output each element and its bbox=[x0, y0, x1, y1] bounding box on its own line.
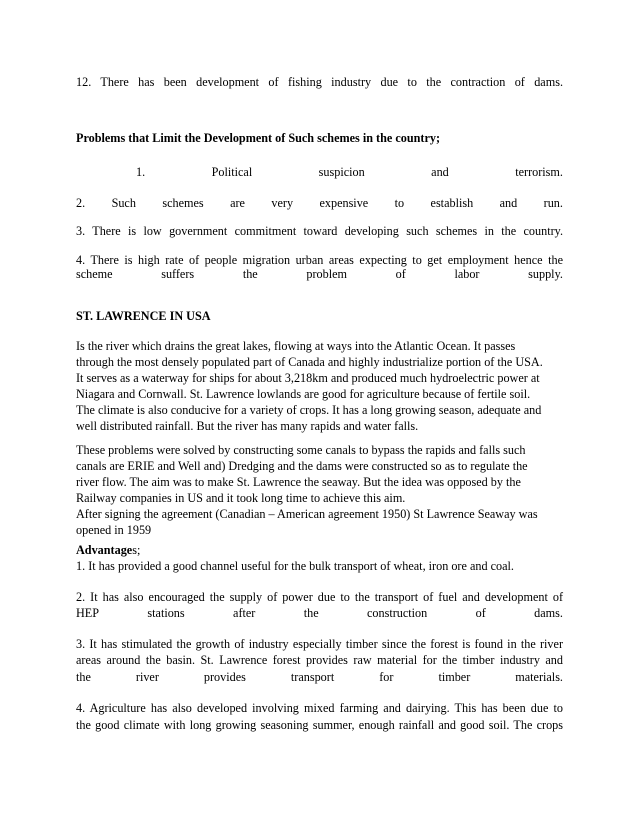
problem-1 bbox=[136, 164, 563, 180]
advantage-2-word: of bbox=[475, 606, 486, 620]
advantage-3-line-2: areas around the basin. St. Lawrence forest provides raw material for the timber industry and bbox=[76, 653, 563, 667]
item-12: 12. There has been development of fishing industry due to the contraction of dams. bbox=[76, 75, 563, 89]
paragraph-line: The climate is also conducive for a variety of crops. It has a long growing season, adequate and bbox=[76, 403, 542, 417]
stlawrence-heading: ST. LAWRENCE IN USA bbox=[76, 309, 211, 323]
advantage-4-line-2: the good climate with long growing seasoning summer, enough rainfall and good soil. The crops bbox=[76, 718, 563, 732]
problem-1-word: terrorism. bbox=[515, 165, 563, 179]
paragraph-line: well distributed rainfall. But the river has many rapids and water falls. bbox=[76, 419, 419, 433]
problems-heading: Problems that Limit the Development of Such schemes in the country; bbox=[76, 131, 441, 145]
problem-3: 3. There is low government commitment toward developing such schemes in the country. bbox=[76, 224, 563, 238]
advantage-2-word: the bbox=[303, 606, 319, 620]
advantage-1: 1. It has provided a good channel useful for the bulk transport of wheat, iron ore and coal. bbox=[76, 559, 514, 573]
problem-2-word: expensive bbox=[319, 196, 369, 210]
problem-2-word: and bbox=[499, 196, 518, 210]
advantage-2-line-2 bbox=[76, 605, 563, 621]
problem-4-word: labor bbox=[454, 267, 480, 281]
paragraph-line: Is the river which drains the great lakes, flowing at ways into the Atlantic Ocean. It passes bbox=[76, 339, 516, 353]
advantages-heading-bold: Advantage bbox=[76, 543, 133, 557]
advantage-2-word: construction bbox=[367, 606, 428, 620]
problem-4-line-2 bbox=[76, 266, 563, 282]
advantage-2-word: HEP bbox=[76, 606, 100, 620]
advantage-2-line-1: 2. It has also encouraged the supply of power due to the transport of fuel and development of bbox=[76, 590, 563, 604]
paragraph-line: After signing the agreement (Canadian – American agreement 1950) St Lawrence Seaway was bbox=[76, 507, 538, 521]
advantage-2-word: after bbox=[233, 606, 256, 620]
problem-1-word: Political bbox=[211, 165, 253, 179]
problem-4-word: of bbox=[395, 267, 406, 281]
advantage-4-line-1: 4. Agriculture has also developed involving mixed farming and dairying. This has been due to bbox=[76, 701, 563, 715]
paragraph-line: river flow. The aim was to make St. Lawrence the seaway. But the idea was opposed by the bbox=[76, 475, 521, 489]
advantage-3-word: the bbox=[76, 670, 91, 684]
paragraph-solutions bbox=[76, 442, 563, 538]
problem-2 bbox=[76, 195, 563, 211]
problem-4-word: problem bbox=[306, 267, 347, 281]
paragraph-line: canals are ERIE and Well and) Dredging and the dams were constructed so as to regulate the bbox=[76, 459, 528, 473]
problem-2-word: Such bbox=[111, 196, 136, 210]
paragraph-line: Railway companies in US and it took long time to achieve this aim. bbox=[76, 491, 406, 505]
advantage-3-word: river bbox=[135, 670, 159, 684]
paragraph-description bbox=[76, 338, 563, 434]
problem-1-word: 1. bbox=[136, 165, 146, 179]
paragraph-line: These problems were solved by constructing some canals to bypass the rapids and falls such bbox=[76, 443, 526, 457]
advantages-heading-suffix: s; bbox=[132, 543, 141, 557]
advantage-3-word: for bbox=[379, 670, 394, 684]
advantage-3-word: timber bbox=[438, 670, 471, 684]
advantage-3-line-1: 3. It has stimulated the growth of industry especially timber since the forest is found in the river bbox=[76, 637, 563, 651]
paragraph-line: Niagara and Cornwall. St. Lawrence lowlands are good for agriculture because of fertile soil. bbox=[76, 387, 531, 401]
problem-2-word: run. bbox=[543, 196, 563, 210]
paragraph-line: It serves as a waterway for ships for about 3,218km and produced much hydroelectric power at bbox=[76, 371, 540, 385]
advantage-3-word: provides bbox=[203, 670, 246, 684]
advantage-3-word: materials. bbox=[515, 670, 563, 684]
problem-4-word: scheme bbox=[76, 267, 113, 281]
paragraph-line: opened in 1959 bbox=[76, 523, 152, 537]
problem-4-word: the bbox=[242, 267, 258, 281]
problem-4-word: suffers bbox=[161, 267, 195, 281]
problem-2-word: very bbox=[271, 196, 294, 210]
problem-2-word: are bbox=[230, 196, 245, 210]
problem-1-word: suspicion bbox=[318, 165, 365, 179]
advantage-2-word: stations bbox=[147, 606, 185, 620]
problem-4-line-1: 4. There is high rate of people migration urban areas expecting to get employment hence the bbox=[76, 253, 563, 267]
problem-4-word: supply. bbox=[528, 267, 563, 281]
problem-1-word: and bbox=[431, 165, 449, 179]
problem-2-word: 2. bbox=[76, 196, 86, 210]
advantage-2-word: dams. bbox=[534, 606, 563, 620]
advantages-heading bbox=[76, 542, 563, 558]
problem-2-word: schemes bbox=[162, 196, 204, 210]
problem-2-word: to bbox=[394, 196, 405, 210]
advantage-3-line-3 bbox=[76, 669, 563, 685]
advantage-3-word: transport bbox=[290, 670, 335, 684]
problem-2-word: establish bbox=[430, 196, 474, 210]
paragraph-line: through the most densely populated part of Canada and highly industrialize portion of the USA. bbox=[76, 355, 543, 369]
